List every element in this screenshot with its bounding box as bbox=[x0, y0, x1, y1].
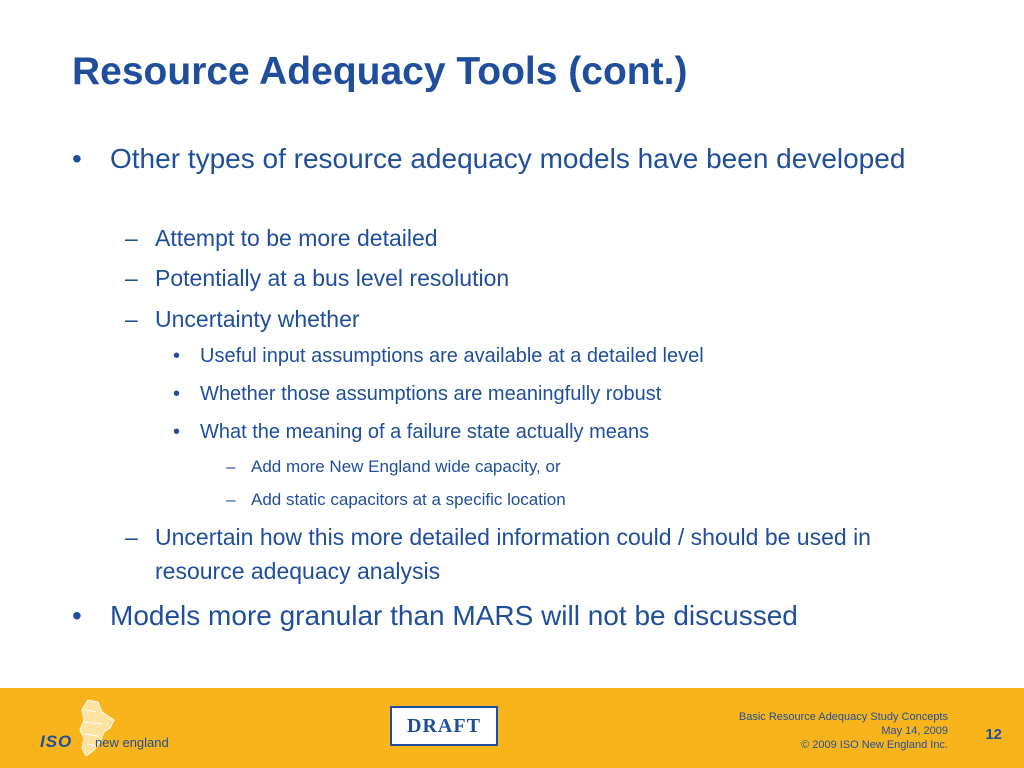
bullet-marker: • bbox=[173, 345, 181, 367]
bullet-marker: • bbox=[72, 600, 82, 631]
bullet-marker: • bbox=[173, 383, 181, 405]
bullet-text: Add static capacitors at a specific location bbox=[251, 490, 566, 509]
bullet-text: Models more granular than MARS will not be discussed bbox=[110, 600, 798, 631]
sub-bullet-item bbox=[125, 302, 360, 336]
dash-marker: – bbox=[125, 265, 138, 291]
iso-new-england-logo bbox=[40, 698, 190, 760]
footer-info bbox=[739, 710, 948, 752]
sub-bullet-item bbox=[125, 261, 509, 295]
logo-new-england-text: new england bbox=[95, 735, 169, 750]
bullet-item bbox=[72, 140, 952, 178]
bullet-text: Add more New England wide capacity, or bbox=[251, 457, 561, 476]
level4-bullet-item bbox=[226, 455, 561, 479]
logo-iso-text: ISO bbox=[40, 732, 73, 751]
level4-bullet-item bbox=[226, 488, 566, 512]
slide-title: Resource Adequacy Tools (cont.) bbox=[72, 50, 688, 93]
slide-footer bbox=[0, 688, 1024, 768]
bullet-text: Uncertain how this more detailed information could / should be used in resource adequacy analysis bbox=[155, 524, 871, 584]
copyright-text: © 2009 ISO New England Inc. bbox=[801, 739, 948, 751]
bullet-text: Useful input assumptions are available at a detailed level bbox=[200, 345, 704, 367]
bullet-item bbox=[72, 597, 798, 635]
page-number: 12 bbox=[985, 726, 1002, 743]
dash-marker: – bbox=[125, 306, 138, 332]
sub-sub-bullet-item bbox=[173, 418, 649, 446]
bullet-text: Other types of resource adequacy models have been developed bbox=[110, 143, 906, 174]
bullet-text: What the meaning of a failure state actually means bbox=[200, 421, 650, 443]
dash-marker: – bbox=[125, 225, 138, 251]
bullet-text: Potentially at a bus level resolution bbox=[155, 265, 510, 291]
sub-sub-bullet-item bbox=[173, 380, 661, 408]
dash-marker: – bbox=[125, 524, 138, 550]
dash-marker: – bbox=[226, 457, 236, 476]
sub-bullet-item bbox=[125, 520, 955, 588]
bullet-text: Whether those assumptions are meaningfully robust bbox=[200, 383, 662, 405]
presentation-title: Basic Resource Adequacy Study Concepts bbox=[738, 711, 948, 723]
dash-marker: – bbox=[226, 490, 236, 509]
draft-text: DRAFT bbox=[407, 714, 481, 737]
draft-label bbox=[390, 706, 498, 746]
presentation-date: May 14, 2009 bbox=[881, 725, 948, 737]
sub-bullet-item bbox=[125, 221, 438, 255]
bullet-text: Uncertainty whether bbox=[155, 306, 360, 332]
bullet-marker: • bbox=[72, 143, 82, 174]
bullet-text: Attempt to be more detailed bbox=[155, 225, 438, 251]
bullet-marker: • bbox=[173, 421, 181, 443]
sub-sub-bullet-item bbox=[173, 342, 704, 370]
